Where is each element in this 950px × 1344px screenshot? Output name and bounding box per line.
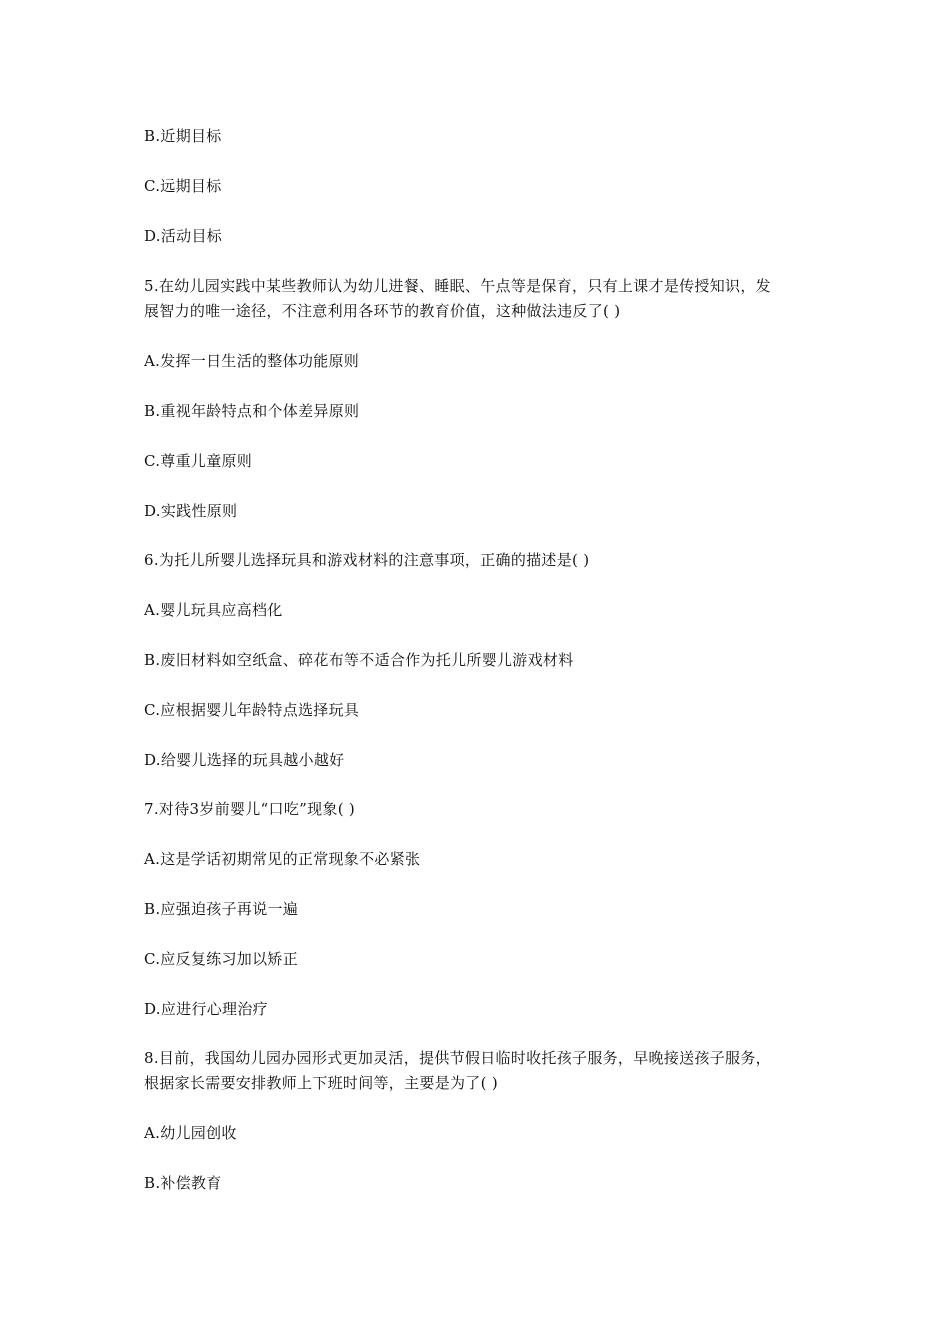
option-b-near-term-goal: B.近期目标	[144, 127, 222, 145]
q7-option-d: D.应进行心理治疗	[144, 1000, 268, 1018]
question-6: 6.为托儿所婴儿选择玩具和游戏材料的注意事项，正确的描述是( )	[144, 551, 590, 569]
q5-option-b: B.重视年龄特点和个体差异原则	[144, 402, 360, 420]
q8-option-b: B.补偿教育	[144, 1174, 222, 1192]
q5-option-c: C.尊重儿童原则	[144, 452, 253, 470]
q7-option-c: C.应反复练习加以矫正	[144, 950, 299, 968]
question-7: 7.对待3岁前婴儿“口吃”现象( )	[144, 800, 356, 818]
q6-option-a: A.婴儿玩具应高档化	[144, 601, 283, 619]
q6-option-c: C.应根据婴儿年龄特点选择玩具	[144, 701, 360, 719]
q6-option-d: D.给婴儿选择的玩具越小越好	[144, 751, 345, 769]
question-8-line-1: 8.目前，我国幼儿园办园形式更加灵活，提供节假日临时收托孩子服务，早晚接送孩子服务，	[144, 1049, 771, 1067]
q7-option-b: B.应强迫孩子再说一遍	[144, 900, 299, 918]
question-5-line-1: 5.在幼儿园实践中某些教师认为幼儿进餐、睡眠、午点等是保育，只有上课才是传授知识，发	[144, 277, 771, 295]
question-8-line-2: 根据家长需要安排教师上下班时间等，主要是为了( )	[144, 1074, 498, 1092]
option-d-activity-goal: D.活动目标	[144, 227, 223, 245]
question-5-line-2: 展智力的唯一途径，不注意利用各环节的教育价值，这种做法违反了( )	[144, 302, 621, 320]
option-c-long-term-goal: C.远期目标	[144, 177, 222, 195]
q8-option-a: A.幼儿园创收	[144, 1124, 237, 1142]
q5-option-a: A.发挥一日生活的整体功能原则	[144, 352, 360, 370]
q7-option-a: A.这是学话初期常见的正常现象不必紧张	[144, 850, 421, 868]
q5-option-d: D.实践性原则	[144, 502, 238, 520]
q6-option-b: B.废旧材料如空纸盒、碎花布等不适合作为托儿所婴儿游戏材料	[144, 651, 574, 669]
